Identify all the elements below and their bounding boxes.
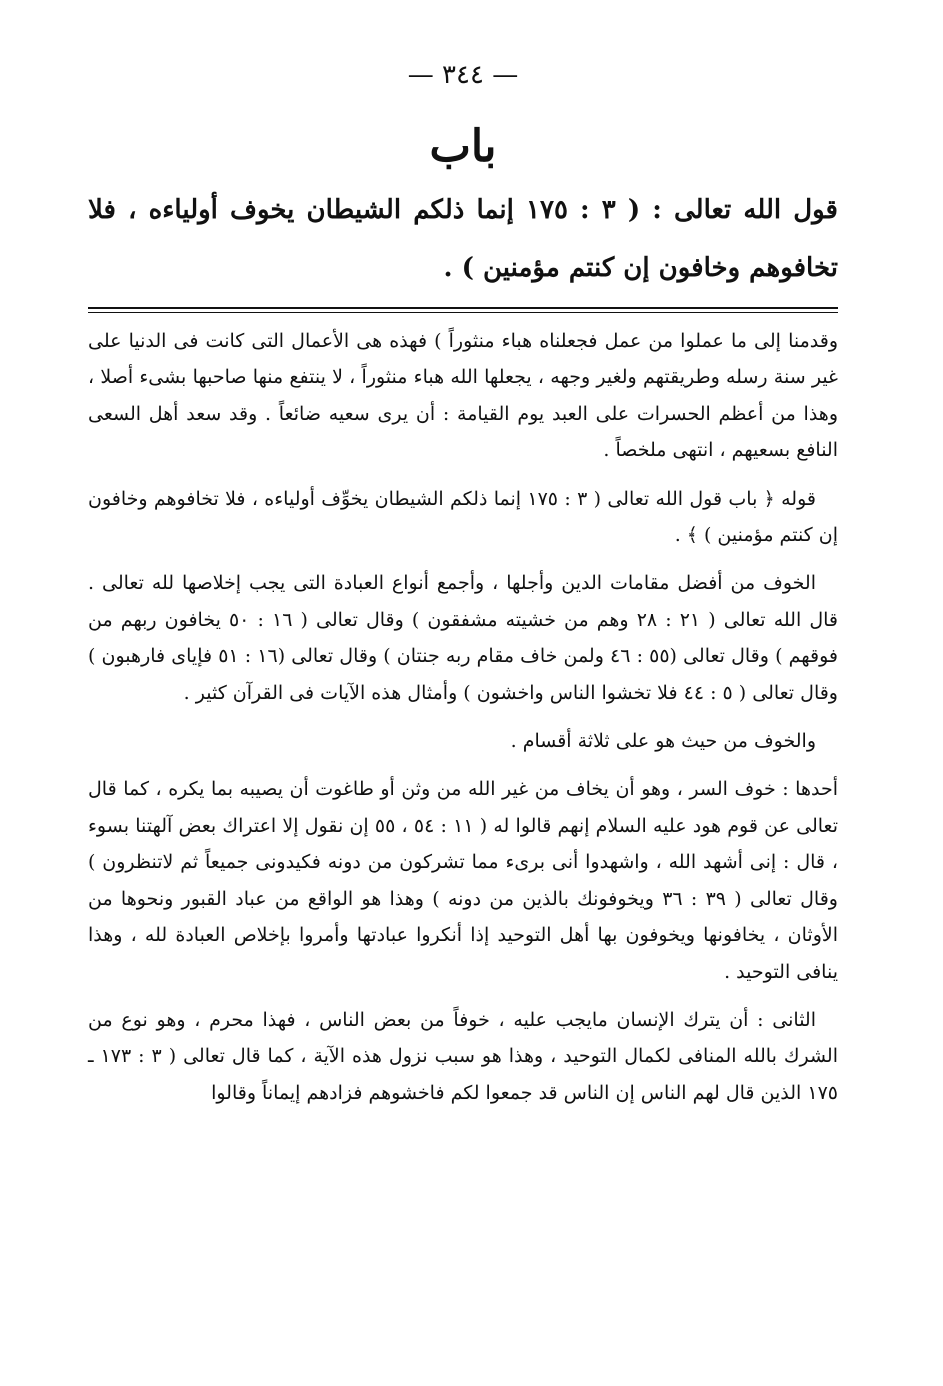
- paragraph-continuation: وقدمنا إلى ما عملوا من عمل فجعلناه هباء منثوراً ) فهذه هى الأعمال التى كانت فى الدنيا على غير سنة رسله وطريقتهم ولغير وجهه ، يجعلها الله هباء منثوراً ، لا ينتفع منها صاحبها بشىء أصلا ، وهذا من أعظم الحسرات على العبد يوم القيامة : أن يرى سعيه ضائعاً . وقد سعد أهل السعى النافع بسعيهم ، انتهى ملخصاً .: [88, 330, 838, 462]
- body-text: [88, 323, 838, 1111]
- double-rule-divider: [88, 307, 838, 309]
- paragraph-fear-virtue: الخوف من أفضل مقامات الدين وأجلها ، وأجمع أنواع العبادة التى يجب إخلاصها لله تعالى . قال الله تعالى ( ٢١ : ٢٨ وهم من خشيته مشفقون ) وقال تعالى ( ١٦ : ٥٠ يخافون ربهم من فوقهم ) وقال تعالى (٥٥ : ٤٦ ولمن خاف مقام ربه جنتان ) وقال تعالى (١٦ : ٥١ فإياى فارهبون ) وقال تعالى ( ٥ : ٤٤ فلا تخشوا الناس واخشون ) وأمثال هذه الآيات فى القرآن كثير .: [88, 572, 838, 704]
- paragraph-fear-categories: والخوف من حيث هو على ثلاثة أقسام .: [510, 730, 816, 753]
- book-page: [88, 55, 838, 1365]
- paragraph-chapter-commentary: قوله ﴿ باب قول الله تعالى ( ٣ : ١٧٥ إنما ذلكم الشيطان يخوِّف أولياءه ، فلا تخافوهم وخافون إن كنتم مؤمنين ) ﴾ .: [88, 487, 838, 547]
- page-number: — ٣٤٤ —: [407, 60, 519, 90]
- chapter-title: باب: [429, 121, 497, 172]
- paragraph-second-category: الثانى : أن يترك الإنسان مايجب عليه ، خوفاً من بعض الناس ، فهذا محرم ، وهو نوع من الشرك بالله المنافى لكمال التوحيد ، وهذا هو سبب نزول هذه الآية ، كما قال تعالى ( ٣ : ١٧٣ ـ ١٧٥ الذين قال لهم الناس إن الناس قد جمعوا لكم فاخشوهم فزادهم إيماناً وقالوا: [88, 1008, 839, 1104]
- chapter-subtitle: قول الله تعالى : ( ٣ : ١٧٥ إنما ذلكم الشيطان يخوف أولياءه ، فلا تخافوهم وخافون إن كنتم مؤمنين ) .: [88, 195, 838, 283]
- paragraph-first-category: أحدها : خوف السر ، وهو أن يخاف من غير الله من وثن أو طاغوت أن يصيبه بما يكره ، كما قال تعالى عن قوم هود عليه السلام إنهم قالوا له ( ١١ : ٥٤ ، ٥٥ إن نقول إلا اعتراك بعض آلهتنا بسوء ، قال : إنى أشهد الله ، واشهدوا أنى برىء مما تشركون من دونه فكيدونى جميعاً ثم لاتنظرون ) وقال تعالى ( ٣٩ : ٣٦ ويخوفونك بالذين من دونه ) وهذا هو الواقع من عباد القبور ونحوها من الأوثان ، يخافونها ويخوفون بها أهل التوحيد إذا أنكروا عبادتها وأمروا بإخلاص العبادة لله ، وهذا ينافى التوحيد .: [88, 778, 838, 983]
